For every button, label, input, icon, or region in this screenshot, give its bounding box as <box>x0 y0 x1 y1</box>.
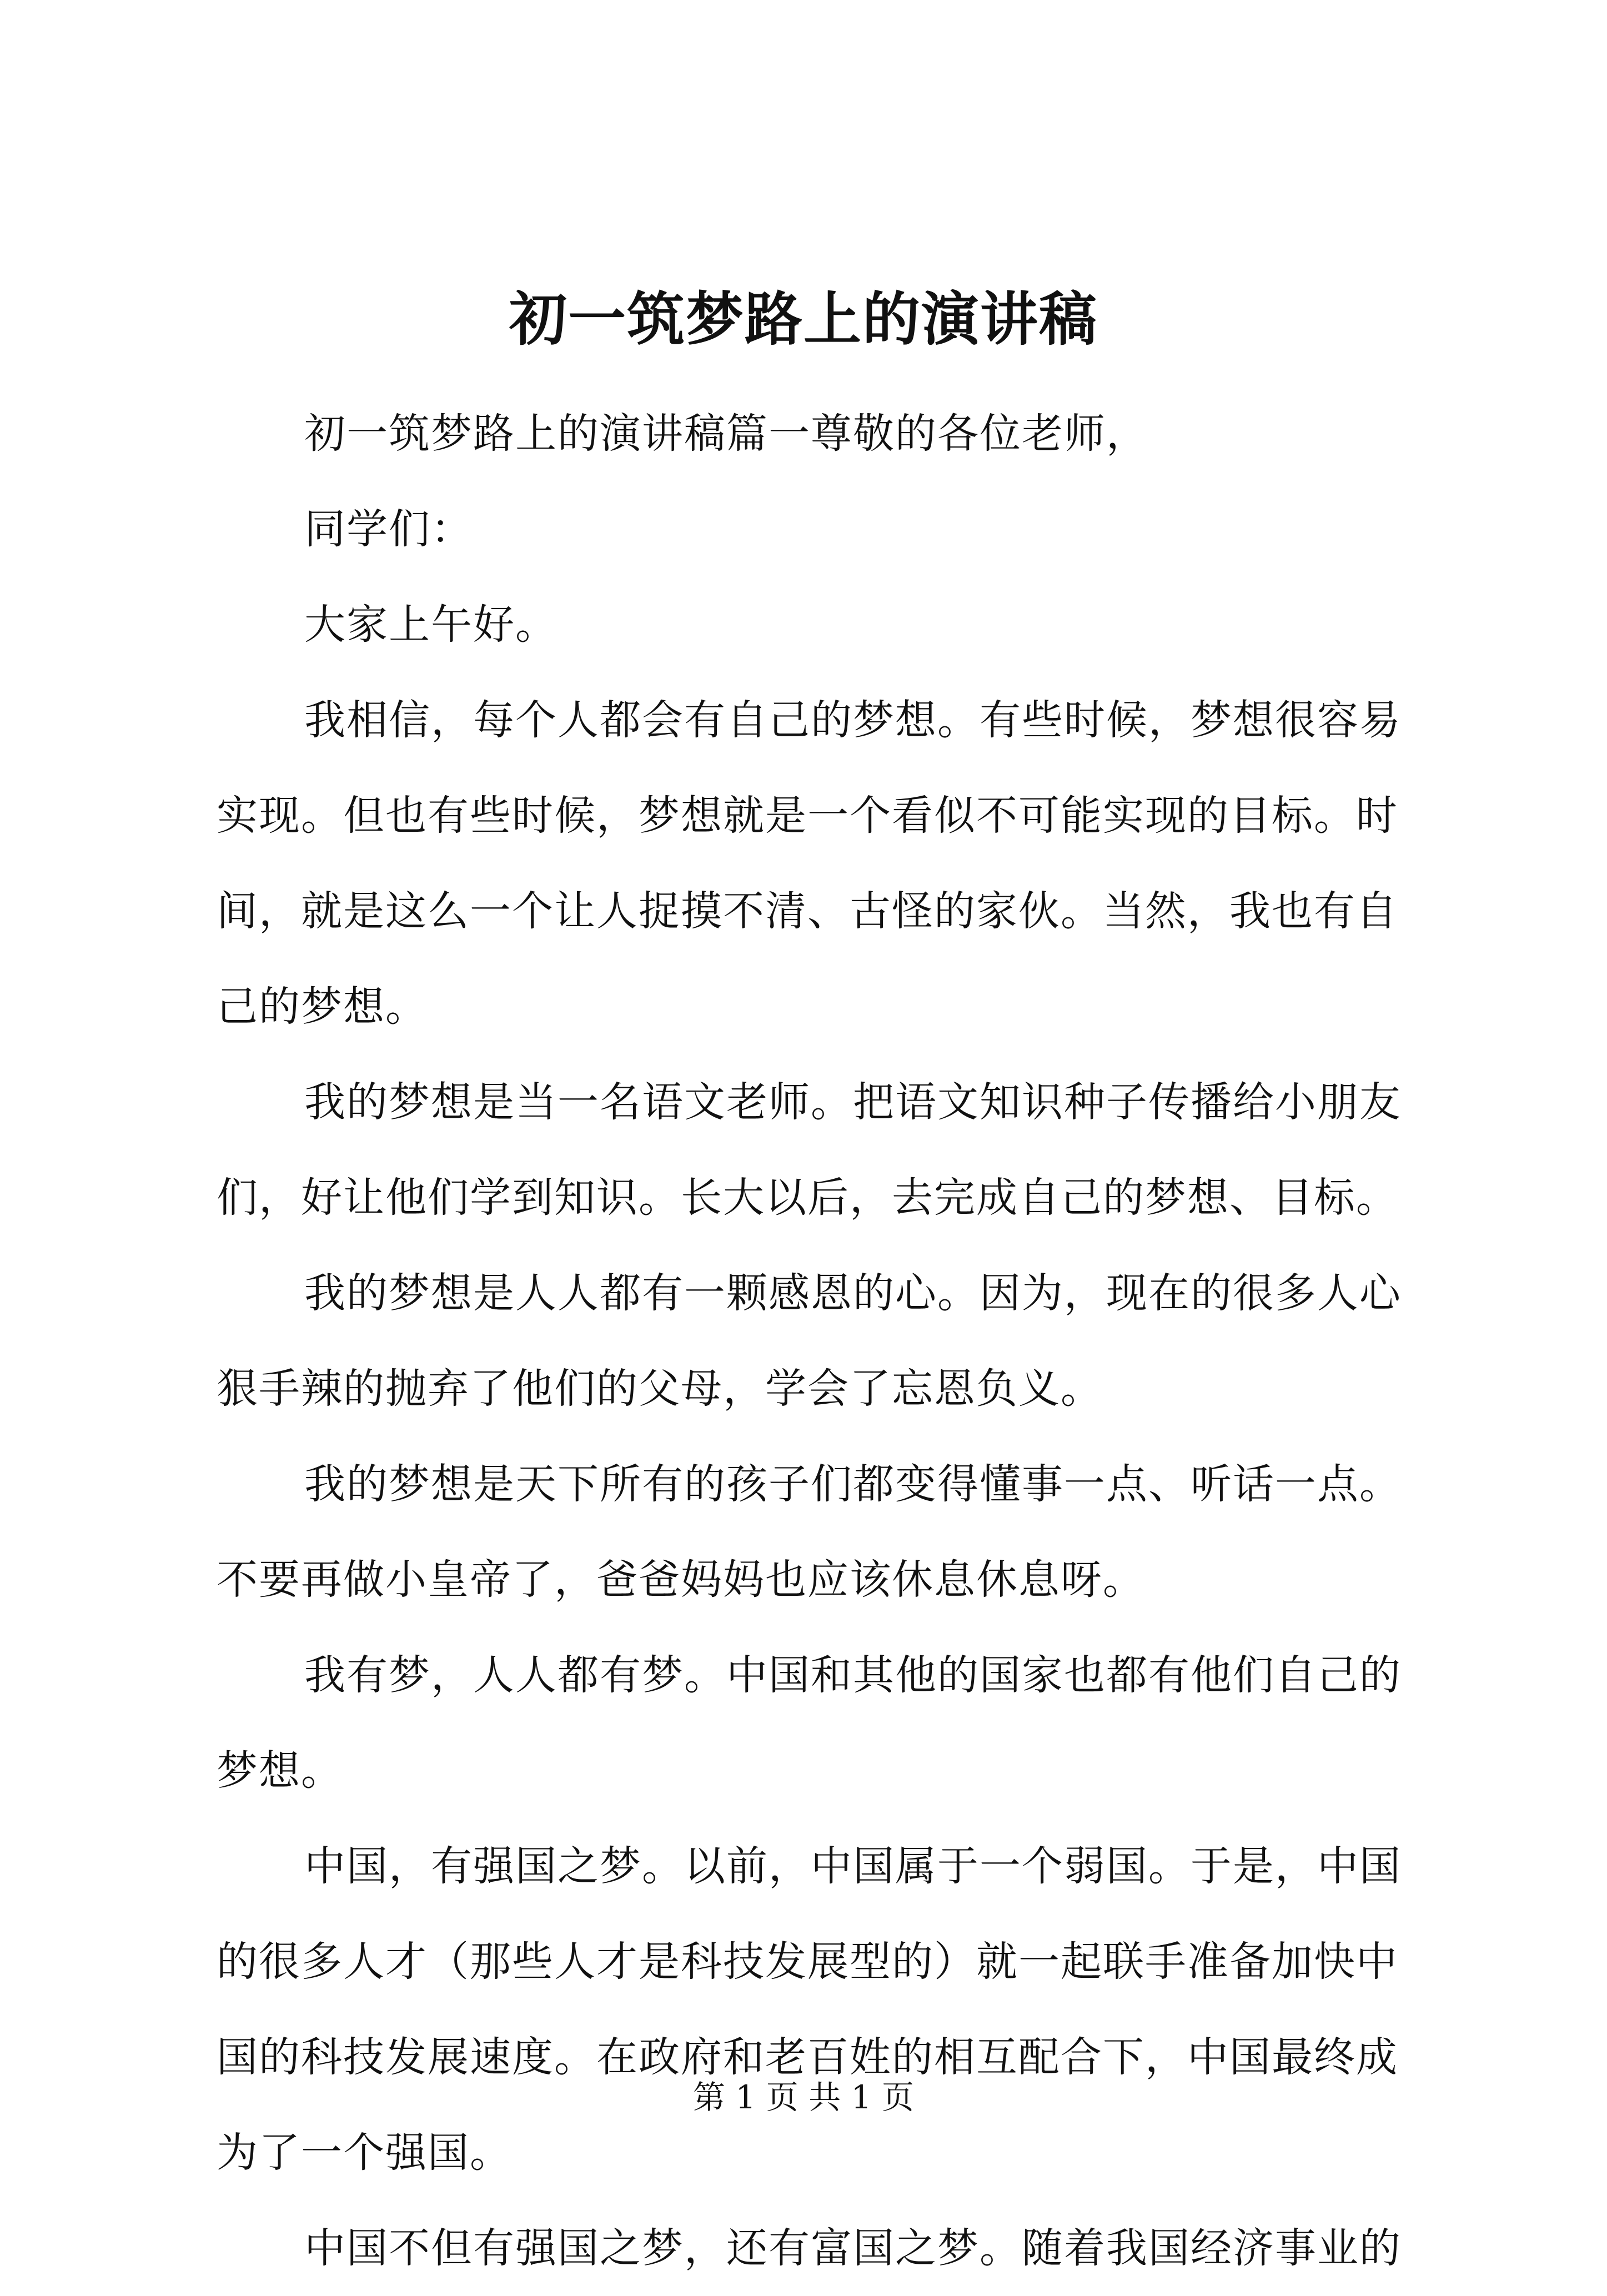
text-line: 我相信，每个人都会有自己的梦想。有些时候，梦想很容易 <box>304 696 1402 744</box>
document-title: 初一筑梦路上的演讲稿 <box>509 285 1098 353</box>
text-line: 实现。但也有些时候，梦想就是一个看似不可能实现的目标。时 <box>217 792 1398 840</box>
page-footer: 第 1 页 共 1 页 <box>693 2078 914 2116</box>
text-line: 我有梦，人人都有梦。中国和其他的国家也都有他们自己的 <box>304 1651 1402 1699</box>
text-line: 我的梦想是当一名语文老师。把语文知识种子传播给小朋友 <box>304 1078 1402 1126</box>
text-line: 国的科技发展速度。在政府和老百姓的相互配合下，中国最终成 <box>217 2033 1398 2081</box>
document-body <box>217 386 1412 2296</box>
text-line: 们，好让他们学到知识。长大以后，去完成自己的梦想、目标。 <box>217 1174 1398 1222</box>
text-line: 同学们： <box>304 505 473 553</box>
text-line: 我的梦想是天下所有的孩子们都变得懂事一点、听话一点。 <box>304 1460 1402 1508</box>
text-line: 狠手辣的抛弃了他们的父母，学会了忘恩负义。 <box>217 1365 1103 1413</box>
text-line: 中国，有强国之梦。以前，中国属于一个弱国。于是，中国 <box>304 1842 1402 1890</box>
text-line: 的很多人才（那些人才是科技发展型的）就一起联手准备加快中 <box>217 1938 1398 1986</box>
text-line: 间，就是这么一个让人捉摸不清、古怪的家伙。当然，我也有自 <box>217 887 1398 935</box>
text-line: 梦想。 <box>217 1747 343 1795</box>
text-line: 为了一个强国。 <box>217 2129 512 2177</box>
text-line: 大家上午好。 <box>304 601 558 649</box>
text-line: 己的梦想。 <box>217 983 428 1031</box>
text-line: 中国不但有强国之梦，还有富国之梦。随着我国经济事业的 <box>304 2224 1402 2272</box>
text-line: 不要再做小皇帝了，爸爸妈妈也应该休息休息呀。 <box>217 1556 1145 1604</box>
text-line: 初一筑梦路上的演讲稿篇一尊敬的各位老师， <box>304 410 1148 458</box>
text-line: 我的梦想是人人都有一颗感恩的心。因为，现在的很多人心 <box>304 1269 1402 1317</box>
